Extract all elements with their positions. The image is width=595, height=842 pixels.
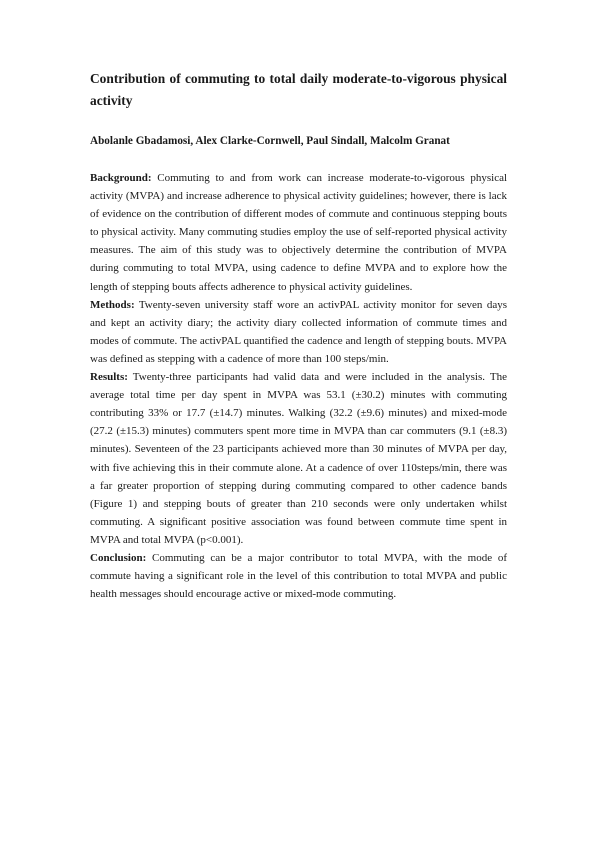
methods-paragraph [90, 296, 507, 368]
conclusion-label: Conclusion: [90, 551, 147, 564]
paper-content [90, 68, 507, 603]
results-label: Results: [90, 371, 128, 384]
results-text: Twenty-three participants had valid data and were included in the analysis. The average total time per day spent in MVPA was 53.1 (±30.2) minutes with commuting contributing 33% or 17.7 (±14.7) minutes. Walking (32.2 (±9.6) minutes) and mixed-mode (27.2 (±15.3) minutes) commuters spent more time in MVPA than car commuters (9.1 (±8.3) minutes). Seventeen of the 23 participants achieved more than 30 minutes of MVPA per day, with five achieving this in their commute alone. At a cadence of over 110steps/min, there was a far greater proportion of stepping during commuting compared to other cadence bands (Figure 1) and stepping bouts of greater than 210 seconds were only undertaken whilst commuting. A significant positive association was found between commute time spent in MVPA and total MVPA (p<0.001). [90, 371, 507, 546]
paper-title: Contribution of commuting to total daily moderate-to-vigorous physical activity [90, 71, 507, 108]
methods-label: Methods: [90, 298, 135, 311]
conclusion-paragraph [90, 549, 507, 603]
abstract [90, 169, 507, 603]
author-list: Abolanle Gbadamosi, Alex Clarke-Cornwell, Paul Sindall, Malcolm Granat [90, 135, 450, 147]
background-label: Background: [90, 172, 152, 184]
background-text: Commuting to and from work can increase moderate-to-vigorous physical activity (MVPA) and increase adherence to physical activity guidelines; however, there is lack of evidence on the contribution of different modes of commute and continuous stepping bouts to physical activity. Many commuting studies employ the use of self-reported physical activity measures. The aim of this study was to objectively determine the contribution of MVPA during commuting to total MVPA, using cadence to define MVPA and to explore how the length of stepping bouts affects adherence to physical activity guidelines. [90, 172, 508, 293]
conclusion-text: Commuting can be a major contributor to total MVPA, with the mode of commute having a significant role in the level of this contribution to total MVPA and public health messages should encourage active or mixed-mode commuting. [90, 551, 508, 601]
results-paragraph [90, 368, 507, 549]
methods-text: Twenty-seven university staff wore an activPAL activity monitor for seven days and kept an activity diary; the activity diary collected information of commute times and modes of commute. The activPAL quantified the cadence and length of stepping bouts. MVPA was defined as stepping with a cadence of more than 100 steps/min. [90, 298, 507, 365]
background-paragraph [90, 169, 507, 296]
